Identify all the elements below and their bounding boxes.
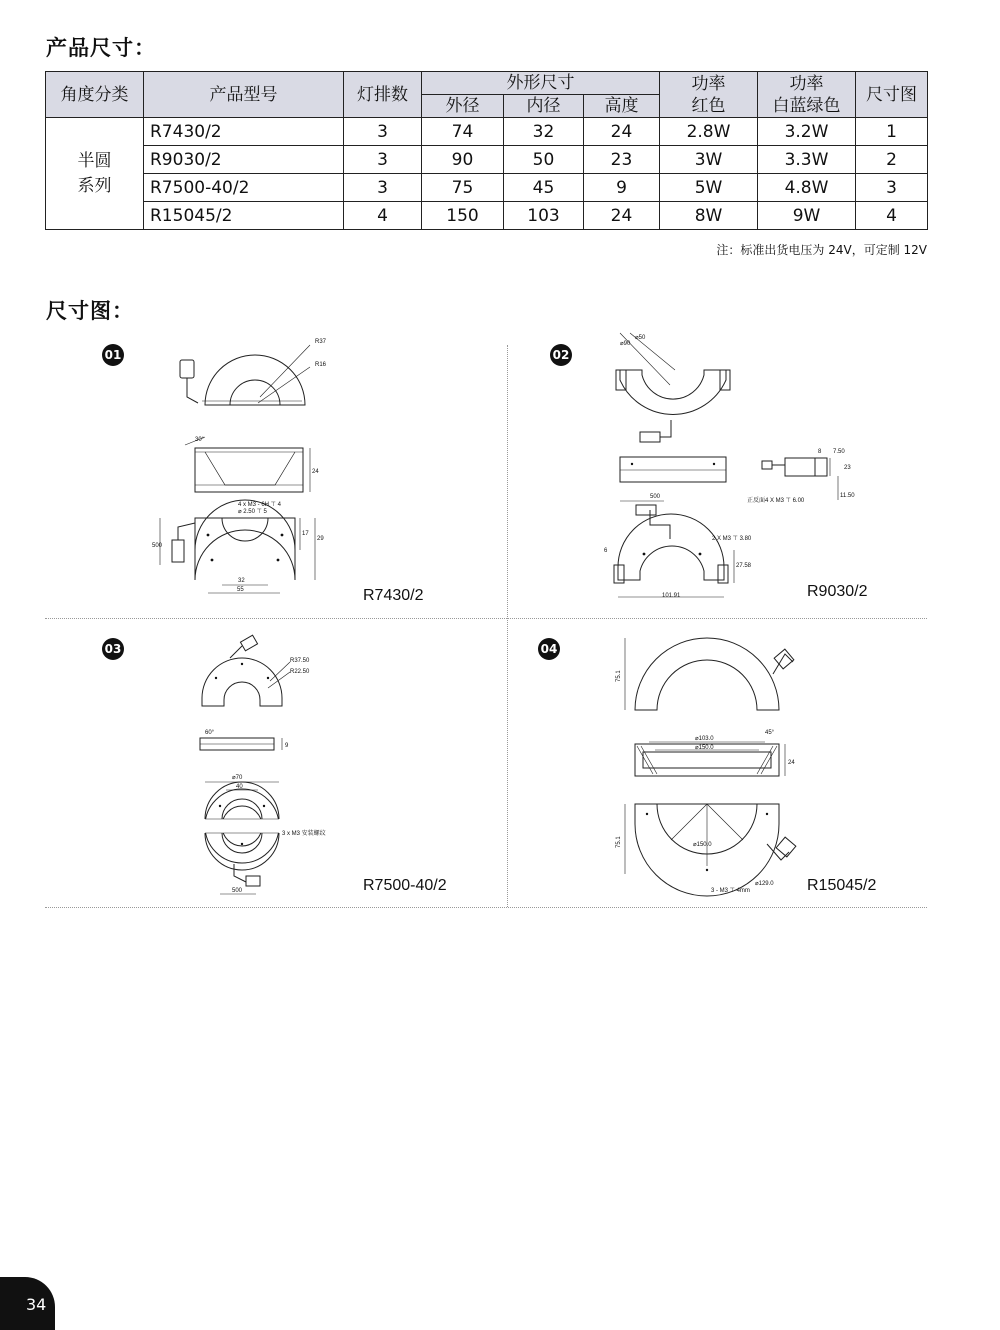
header-inner: 内径	[504, 95, 584, 118]
drawing-badge: 02	[550, 344, 572, 366]
section-title-product-size: 产品尺寸：	[46, 36, 156, 60]
header-category: 角度分类	[46, 72, 144, 118]
voltage-note: 注：标准出货电压为 24V，可定制 12V	[716, 243, 927, 257]
height-cell: 24	[584, 118, 660, 146]
header-power-red: 功率 红色	[660, 72, 758, 118]
power-other-cell: 3.3W	[758, 146, 856, 174]
power-red-cell: 2.8W	[660, 118, 758, 146]
inner-cell: 50	[504, 146, 584, 174]
table-row	[46, 146, 928, 174]
dim-2758: 27.58	[736, 563, 752, 569]
dim-holes: 4 x M3 - 6H ⊤ 4	[238, 502, 281, 508]
header-model: 产品型号	[144, 72, 344, 118]
power-other-cell: 9W	[758, 202, 856, 230]
drawing-cell: 3	[856, 174, 928, 202]
category-cell: 半圆 系列	[46, 118, 144, 230]
dim-8: 8	[818, 449, 822, 455]
dim-10191: 101.91	[662, 593, 681, 599]
dim-751b: 75.1	[616, 836, 622, 848]
outer-cell: 150	[422, 202, 504, 230]
dim-r-inner: R16	[315, 362, 327, 368]
model-cell: R7500-40/2	[144, 174, 344, 202]
power-other-cell: 3.2W	[758, 118, 856, 146]
dim-40: 40	[236, 784, 243, 790]
rows-cell: 4	[344, 202, 422, 230]
dim-holes: 2 X M3 ⊤ 3.80	[712, 536, 752, 542]
power-red-cell: 5W	[660, 174, 758, 202]
dim-cable: 500	[650, 494, 661, 500]
dim-r3750: R37.50	[290, 658, 310, 664]
dim-angle: 60°	[205, 730, 215, 736]
drawing-cell: 1	[856, 118, 928, 146]
dim-32: 32	[238, 578, 245, 584]
drawing-badge: 04	[538, 638, 560, 660]
model-cell: R7430/2	[144, 118, 344, 146]
dim-d1290: ⌀129.0	[755, 881, 774, 887]
drawing-label: R9030/2	[807, 583, 868, 600]
height-cell: 24	[584, 202, 660, 230]
dim-r2250: R22.50	[290, 669, 310, 675]
dim-r-outer: R37	[315, 339, 327, 345]
dim-55: 55	[237, 587, 244, 593]
drawing-label: R15045/2	[807, 877, 877, 894]
drawing-cell: 2	[856, 146, 928, 174]
dim-d1500: ⌀150.0	[695, 745, 714, 751]
header-power-other: 功率 白蓝绿色	[758, 72, 856, 118]
power-other-cell: 4.8W	[758, 174, 856, 202]
model-cell: R15045/2	[144, 202, 344, 230]
drawing-cell: 4	[856, 202, 928, 230]
dim-23: 23	[844, 465, 851, 471]
drawing-03-svg	[190, 636, 360, 901]
header-height: 高度	[584, 95, 660, 118]
dim-holes: 3 - M3 ⊤ 4mm	[711, 888, 750, 894]
spec-table	[45, 71, 928, 230]
header-outer: 外径	[422, 95, 504, 118]
dim-24: 24	[788, 760, 795, 766]
drawing-01-svg	[140, 335, 500, 605]
power-red-cell: 8W	[660, 202, 758, 230]
table-row	[46, 202, 928, 230]
table-row	[46, 174, 928, 202]
page-number: 34	[26, 1295, 47, 1314]
dim-d70: ⌀70	[232, 775, 243, 781]
dim-cable: 500	[152, 543, 163, 549]
inner-cell: 32	[504, 118, 584, 146]
page-number-tab	[0, 1277, 55, 1330]
header-drawing: 尺寸图	[856, 72, 928, 118]
dim-17: 17	[302, 531, 309, 537]
dim-holes2: ⌀ 2.50 ⊤ 5	[238, 509, 267, 515]
power-red-cell: 3W	[660, 146, 758, 174]
drawing-label: R7500-40/2	[363, 877, 447, 894]
dim-angle: 30°	[195, 437, 205, 443]
drawing-label: R7430/2	[363, 587, 424, 604]
dim-holes: 3 x M3 安装螺纹	[282, 831, 326, 837]
model-cell: R9030/2	[144, 146, 344, 174]
dim-d50: ⌀50	[635, 335, 646, 341]
table-row	[46, 118, 928, 146]
dim-9: 9	[285, 743, 289, 749]
height-cell: 9	[584, 174, 660, 202]
grid-divider	[45, 618, 927, 619]
header-rows: 灯排数	[344, 72, 422, 118]
dim-angle: 45°	[765, 730, 775, 736]
dim-751: 75.1	[616, 670, 622, 682]
inner-cell: 103	[504, 202, 584, 230]
header-outline: 外形尺寸	[422, 72, 660, 95]
outer-cell: 75	[422, 174, 504, 202]
dim-d1030: ⌀103.0	[695, 736, 714, 742]
drawing-04-svg	[615, 634, 815, 898]
rows-cell: 3	[344, 146, 422, 174]
rows-cell: 3	[344, 174, 422, 202]
dim-6: 6	[604, 548, 608, 554]
inner-cell: 45	[504, 174, 584, 202]
grid-divider	[45, 907, 927, 908]
dim-d1520: ⌀150.0	[693, 842, 712, 848]
dim-cable: 500	[232, 888, 243, 894]
drawing-02-svg	[600, 325, 880, 605]
section-title-dimension-drawing: 尺寸图：	[46, 299, 134, 323]
height-cell: 23	[584, 146, 660, 174]
dim-750: 7.50	[833, 449, 845, 455]
outer-cell: 90	[422, 146, 504, 174]
outer-cell: 74	[422, 118, 504, 146]
dim-height: 24	[312, 469, 319, 475]
dim-29: 29	[317, 536, 324, 542]
grid-divider	[507, 345, 508, 907]
dim-d90: ⌀90	[620, 341, 631, 347]
rows-cell: 3	[344, 118, 422, 146]
dim-holes-back: 正反面4 X M3 ⊤ 6.00	[747, 498, 805, 504]
drawing-badge: 03	[102, 638, 124, 660]
dim-1150: 11.50	[840, 493, 855, 499]
drawing-badge: 01	[102, 344, 124, 366]
